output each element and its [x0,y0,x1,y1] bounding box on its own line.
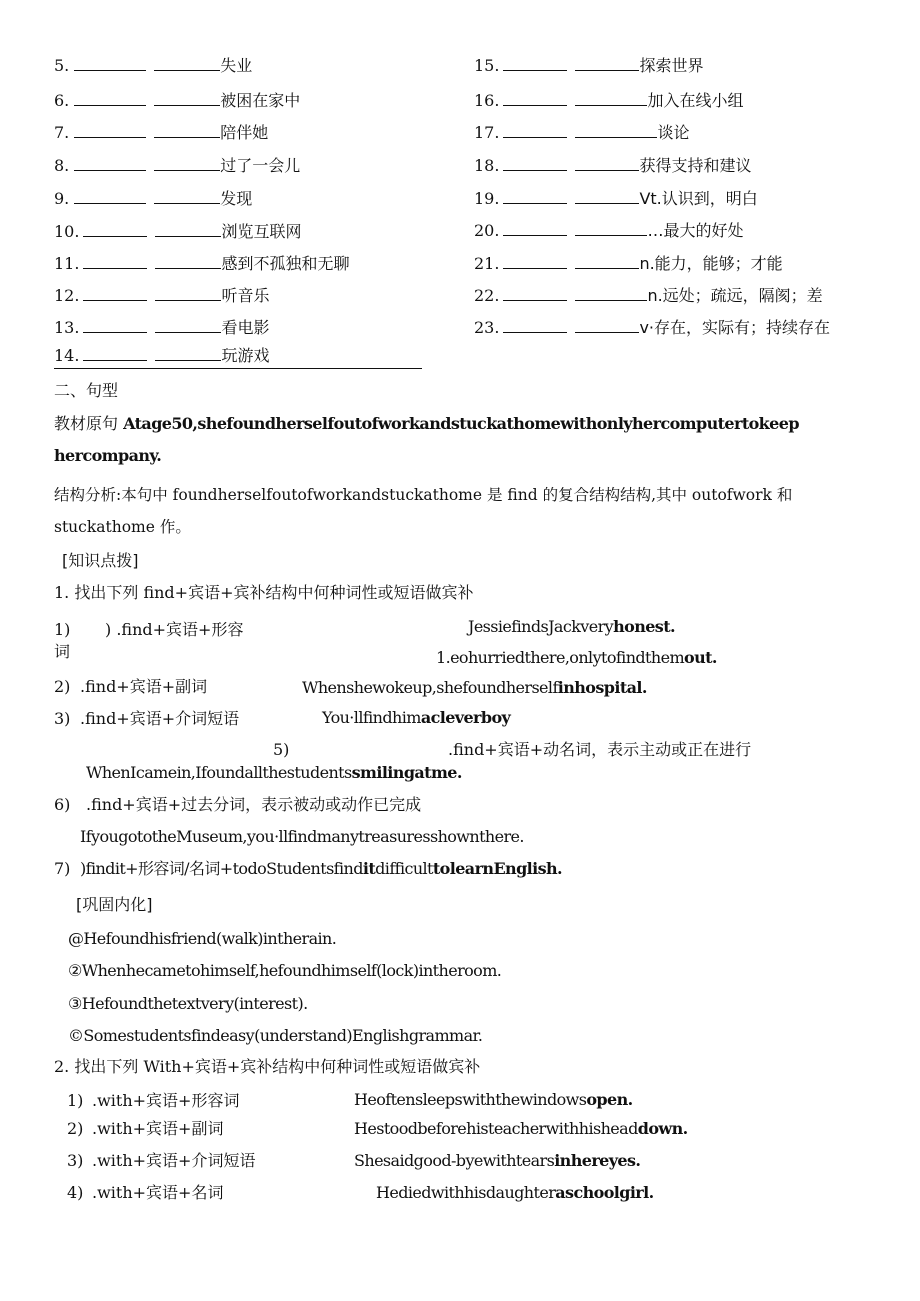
answer-blank[interactable] [74,156,146,171]
example-sentence: IfyougototheMuseum,you·llfindmanytreasuresshownthere. [80,827,524,846]
example-sentence: Hediedwithhisdaughteraschoolgirl. [376,1183,654,1202]
vocab-item: 14. 玩游戏 [54,346,270,365]
vocab-item: 23. v·存在，实际有；持续存在 [474,318,831,337]
vocab-item: 21. n.能力，能够；才能 [474,254,783,273]
vocab-item: 15. 探索世界 [474,56,704,75]
answer-blank[interactable] [155,286,221,301]
answer-blank[interactable] [503,156,567,171]
answer-blank[interactable] [503,91,567,106]
section-heading: 二、句型 [54,381,119,400]
answer-blank[interactable] [503,286,567,301]
answer-blank[interactable] [575,123,657,138]
answer-blank[interactable] [83,318,147,333]
answer-blank[interactable] [503,254,567,269]
example-sentence: WhenIcamein,Ifoundallthestudentssmilingatme. [86,763,462,782]
rule-label: .find+宾语+动名词，表示主动或正在进行 [448,740,752,759]
answer-blank[interactable] [154,189,220,204]
example-sentence: You·llfindhimacleverboy [322,708,511,727]
answer-blank[interactable] [155,346,221,361]
rule-number: 6) [54,795,71,814]
tip-label: [知识点拨] [62,551,139,570]
vocab-item: 6. 被困在家中 [54,91,301,110]
original-sentence-cont: hercompany. [54,446,162,465]
answer-blank[interactable] [503,221,567,236]
answer-blank[interactable] [575,189,639,204]
rule-number: 2) [54,677,71,696]
vocab-item: 9. 发现 [54,189,253,208]
answer-blank[interactable] [154,156,220,171]
rule-number: 4) [67,1183,84,1202]
answer-blank[interactable] [154,56,220,71]
rule-number: 3) [67,1151,84,1170]
rule-label: .with+宾语+名词 [92,1183,224,1202]
answer-blank[interactable] [575,286,647,301]
vocab-item: 10. 浏览互联网 [54,222,302,241]
exercise-item: ②Whenhecametohimself,hefoundhimself(lock)intheroom. [68,961,502,980]
vocab-item: 20. …最大的好处 [474,221,744,240]
vocab-item: 11. 感到不孤独和无聊 [54,254,350,273]
answer-blank[interactable] [83,222,147,237]
rule-label: .with+宾语+副词 [92,1119,224,1138]
answer-blank[interactable] [155,318,221,333]
answer-blank[interactable] [503,318,567,333]
answer-blank[interactable] [575,318,639,333]
original-sentence: 教材原句 Atage50,shefoundherselfoutofworkandstuckathomewithonlyhercomputertokeep [54,414,799,433]
answer-blank[interactable] [575,221,647,236]
rule-number: 7) [54,859,71,878]
example-sentence: 1.eohurriedthere,onlytofindthemout. [436,648,717,667]
answer-blank[interactable] [155,254,221,269]
answer-blank[interactable] [575,254,639,269]
example-sentence: Hestoodbeforehisteacherwithhisheaddown. [354,1119,688,1138]
question-1-title: 1. 找出下列 find+宾语+宾补结构中何种词性或短语做宾补 [54,583,474,602]
vocab-item: 7. 陪伴她 [54,123,269,142]
vocab-item: 18. 获得支持和建议 [474,156,752,175]
answer-blank[interactable] [503,189,567,204]
rule-label: .find+宾语+副词 [80,677,208,696]
answer-blank[interactable] [575,156,639,171]
vocab-item: 22. n.远处；疏远，隔阂；差 [474,286,823,305]
answer-blank[interactable] [575,91,647,106]
exercise-item: @Hefoundhisfriend(walk)intherain. [68,929,337,948]
answer-blank[interactable] [74,123,146,138]
rule-label-cont: 词 [54,642,71,661]
answer-blank[interactable] [503,123,567,138]
structure-analysis: 结构分析:本句中 foundherselfoutofworkandstuckathome 是 find 的复合结构结构,其中 outofwork 和 [54,486,793,504]
vocab-item: 8. 过了一会儿 [54,156,301,175]
structure-analysis-cont: stuckathome 作。 [54,518,191,536]
rule-number: 1) [54,620,71,639]
example-sentence: JessiefindsJackveryhonest. [468,617,675,636]
rule-label: .with+宾语+介词短语 [92,1151,256,1170]
rule-label: )findit+形容词/名词+todoStudentsfinditdifficulttolearnEnglish. [80,859,563,878]
rule-number: 5) [273,740,290,759]
example-sentence: Heoftensleepswiththewindowsopen. [354,1090,633,1109]
rule-number: 1) [67,1091,84,1110]
vocab-item: 16. 加入在线小组 [474,91,744,110]
answer-blank[interactable] [74,56,146,71]
exercise-item: ©Somestudentsfindeasy(understand)Englishgrammar. [68,1026,483,1045]
answer-blank[interactable] [575,56,639,71]
example-sentence: Whenshewokeup,shefoundherselfinhospital. [302,678,647,697]
divider [54,368,422,369]
answer-blank[interactable] [83,286,147,301]
vocab-item: 12. 听音乐 [54,286,270,305]
answer-blank[interactable] [83,254,147,269]
rule-label: ) .find+宾语+形容 [105,620,244,639]
rule-label: .with+宾语+形容词 [92,1091,240,1110]
exercise-item: ③Hefoundthetextvery(interest). [68,994,308,1013]
answer-blank[interactable] [503,56,567,71]
vocab-item: 13. 看电影 [54,318,270,337]
vocab-item: 19. Vt.认识到，明白 [474,189,758,208]
rule-label: .find+宾语+介词短语 [80,709,240,728]
example-sentence: Shesaidgood-byewithtearsinhereyes. [354,1151,641,1170]
answer-blank[interactable] [83,346,147,361]
rule-number: 3) [54,709,71,728]
answer-blank[interactable] [155,222,221,237]
vocab-item: 17. 谈论 [474,123,690,142]
answer-blank[interactable] [154,91,220,106]
consolidate-label: [巩固内化] [76,895,153,914]
vocab-item: 5. 失业 [54,56,253,75]
question-2-title: 2. 找出下列 With+宾语+宾补结构中何种词性或短语做宾补 [54,1057,481,1076]
rule-number: 2) [67,1119,84,1138]
answer-blank[interactable] [154,123,220,138]
answer-blank[interactable] [74,189,146,204]
answer-blank[interactable] [74,91,146,106]
rule-label: .find+宾语+过去分词，表示被动或动作已完成 [86,795,422,814]
